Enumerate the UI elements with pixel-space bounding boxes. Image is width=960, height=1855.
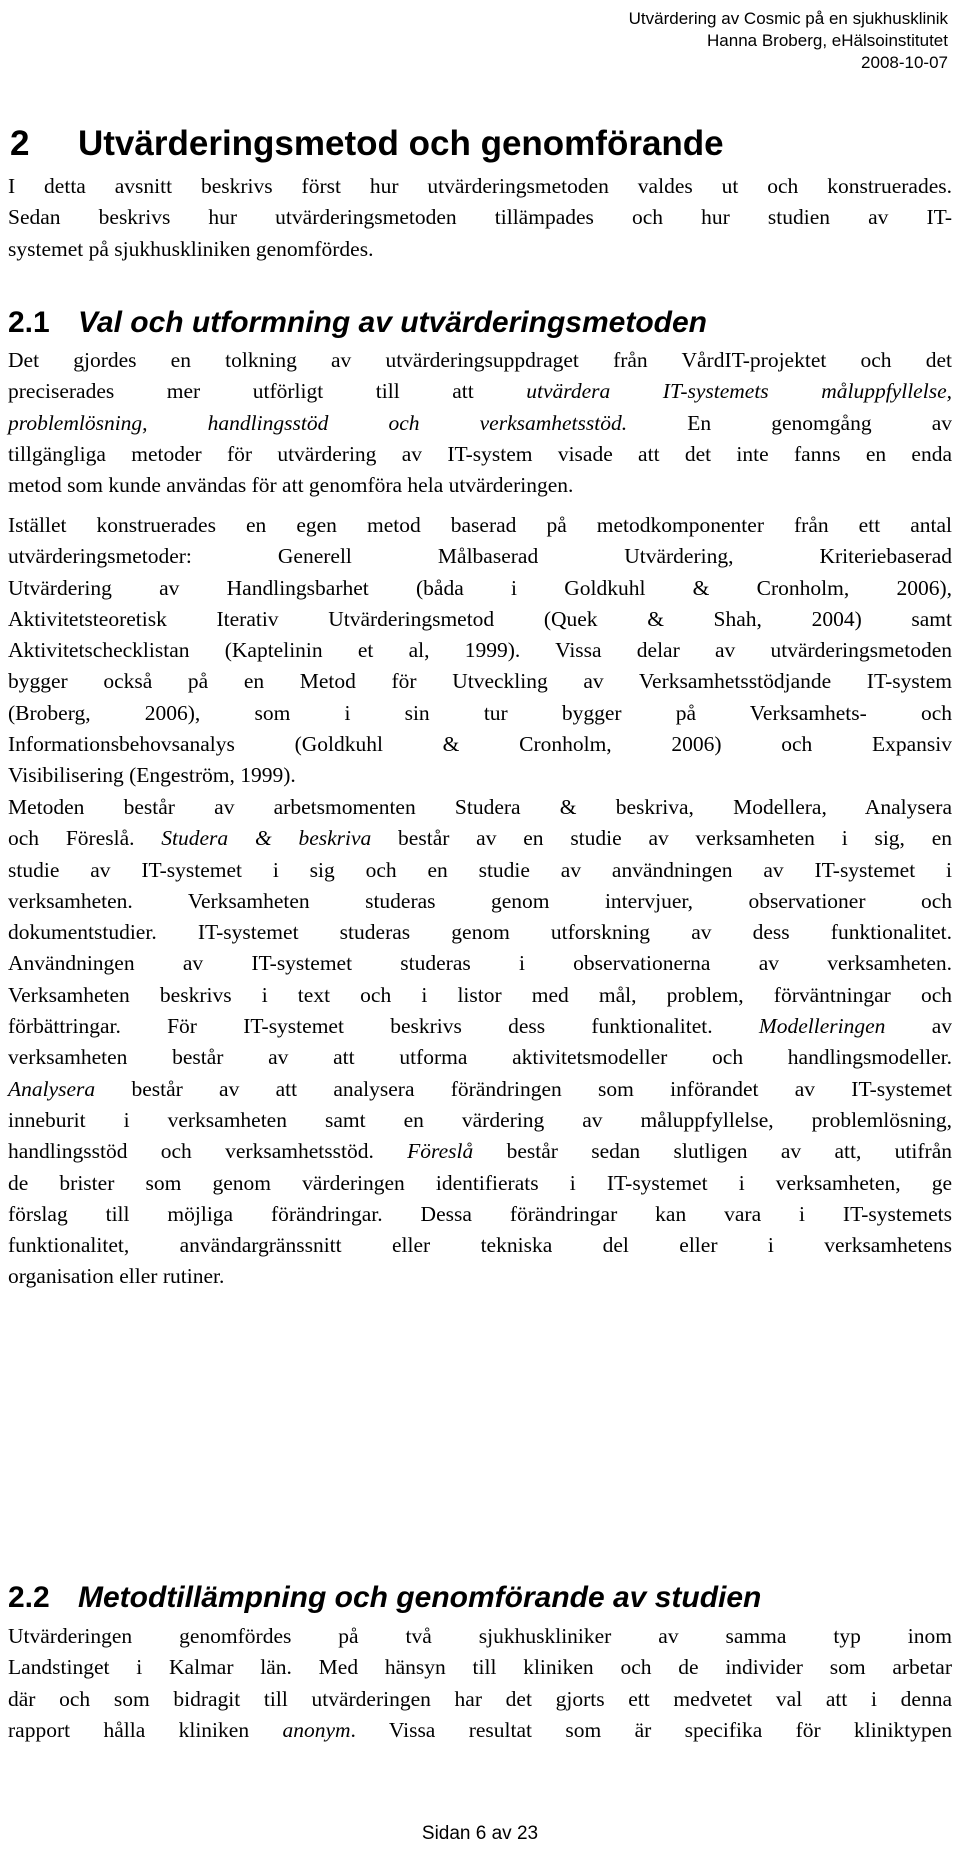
text-line: Metoden består av arbetsmomenten Studera & beskriva, Modellera, Analysera <box>8 795 952 819</box>
text-line: dokumentstudier. IT-systemet studeras genom utforskning av dess funktionalitet. <box>8 920 952 945</box>
section-2-1-paragraph-1 <box>8 345 952 501</box>
text-line: organisation eller rutiner. <box>8 1264 225 1289</box>
text-line: funktionalitet, användargränssnitt eller tekniska del eller i verksamhetens <box>8 1233 952 1258</box>
text-line <box>8 1074 952 1105</box>
text-line: förslag till möjliga förändringar. Dessa förändringar kan vara i IT-systemets <box>8 1201 952 1226</box>
text-line: Utvärdering av Handlingsbarhet (båda i Goldkuhl & Cronholm, 2006), <box>8 575 952 600</box>
running-header <box>629 8 948 74</box>
emphasis: problemlösning, handlingsstöd och verksamhetsstöd. <box>8 410 628 435</box>
header-date: 2008-10-07 <box>861 53 948 72</box>
text-line: Informationsbehovsanalys (Goldkuhl & Cronholm, 2006) och Expansiv <box>8 732 952 757</box>
text-line: verksamheten består av att utforma aktivitetsmodeller och handlingsmodeller. <box>8 1045 952 1070</box>
text-line: inneburit i verksamheten samt en värdering av måluppfyllelse, problemlösning, <box>8 1107 952 1132</box>
text-line: studie av IT-systemet i sig och en studie av användningen av IT-systemet i <box>8 857 952 882</box>
text-run: preciserades mer utförligt till att <box>8 379 527 404</box>
text-line: Landstinget i Kalmar län. Med hänsyn till kliniken och de individer som arbetar <box>8 1655 952 1680</box>
text-line: metod som kunde användas för att genomföra hela utvärderingen. <box>8 473 574 498</box>
text-run: av <box>885 1014 952 1039</box>
emphasis: Föreslå <box>407 1139 474 1164</box>
text-run: . Vissa resultat som är specifika för kliniktypen <box>350 1717 952 1742</box>
text-line: Användningen av IT-systemet studeras i observationerna av verksamheten. <box>8 951 952 976</box>
text-run: består sedan slutligen av att, utifrån <box>473 1139 952 1164</box>
text-line: Istället konstruerades en egen metod baserad på metodkomponenter från ett antal <box>8 513 952 537</box>
section-2-2-paragraph-1 <box>8 1621 952 1746</box>
text-run: består av en studie av verksamheten i sig, en <box>371 826 952 851</box>
text-line: Aktivitetsteoretisk Iterativ Utvärderingsmetod (Quek & Shah, 2004) samt <box>8 606 952 631</box>
page-number: Sidan 6 av 23 <box>421 1823 539 1844</box>
section-2-intro <box>8 171 952 265</box>
text-line: Utvärderingen genomfördes på två sjukhuskliniker av samma typ inom <box>8 1624 952 1648</box>
text-run: handlingsstöd och verksamhetsstöd. <box>8 1139 408 1164</box>
section-2-heading <box>10 123 724 165</box>
header-author: Hanna Broberg, eHälsoinstitutet <box>707 31 948 50</box>
section-number: 2 <box>10 124 30 163</box>
emphasis: utvärdera IT-systemets måluppfyllelse, <box>526 379 952 404</box>
section-title: Metodtillämpning och genomförande av studien <box>78 1581 762 1614</box>
text-line: Aktivitetschecklistan (Kaptelinin et al, 1999). Vissa delar av utvärderingsmetoden <box>8 638 952 663</box>
text-line <box>8 408 952 439</box>
text-run: består av att analysera förändringen som införandet av IT-systemet <box>95 1076 952 1101</box>
section-2-1-paragraph-3 <box>8 792 952 1293</box>
text-run: och Föreslå. <box>8 826 162 851</box>
text-line: I detta avsnitt beskrivs först hur utvärderingsmetoden valdes ut och konstruerades. <box>8 174 952 198</box>
emphasis: Studera & beskriva <box>161 826 372 851</box>
header-title: Utvärdering av Cosmic på en sjukhusklinik <box>628 9 948 28</box>
text-line <box>8 1136 952 1167</box>
text-line <box>8 1715 952 1746</box>
section-number: 2.2 <box>8 1581 50 1614</box>
text-line: de brister som genom värderingen identifierats i IT-systemet i verksamheten, ge <box>8 1170 952 1195</box>
section-number: 2.1 <box>8 306 50 339</box>
section-2-2-heading <box>8 1579 761 1617</box>
text-line: Verksamheten beskrivs i text och i listor med mål, problem, förväntningar och <box>8 982 952 1007</box>
emphasis: Modelleringen <box>758 1014 886 1039</box>
section-2-1-paragraph-2 <box>8 510 952 792</box>
text-line <box>8 1011 952 1042</box>
emphasis: Analysera <box>8 1076 96 1101</box>
section-title: Utvärderingsmetod och genomförande <box>78 124 724 163</box>
section-title: Val och utformning av utvärderingsmetoden <box>78 306 707 339</box>
section-2-1-heading <box>8 304 707 342</box>
text-line: Sedan beskrivs hur utvärderingsmetoden tillämpades och hur studien av IT- <box>8 205 952 230</box>
text-line <box>8 823 952 854</box>
emphasis: anonym <box>282 1717 351 1742</box>
text-line <box>8 376 952 407</box>
text-line: där och som bidragit till utvärderingen har det gjorts ett medvetet val att i denna <box>8 1686 952 1711</box>
text-line: Det gjordes en tolkning av utvärderingsuppdraget från VårdIT-projektet och det <box>8 348 952 372</box>
text-line: Visibilisering (Engeström, 1999). <box>8 763 296 788</box>
text-line: bygger också på en Metod för Utveckling av Verksamhetsstödjande IT-system <box>8 669 952 694</box>
text-line: systemet på sjukhuskliniken genomfördes. <box>8 236 374 261</box>
text-line: verksamheten. Verksamheten studeras genom intervjuer, observationer och <box>8 888 952 913</box>
text-line: tillgängliga metoder för utvärdering av IT-system visade att det inte fanns en enda <box>8 441 952 466</box>
text-run: En genomgång av <box>627 410 952 435</box>
text-run: rapport hålla kliniken <box>8 1717 283 1742</box>
text-line: (Broberg, 2006), som i sin tur bygger på Verksamhets- och <box>8 700 952 725</box>
text-run: förbättringar. För IT-systemet beskrivs dess funktionalitet. <box>8 1014 759 1039</box>
text-line: utvärderingsmetoder: Generell Målbaserad Utvärdering, Kriteriebaserad <box>8 544 952 569</box>
